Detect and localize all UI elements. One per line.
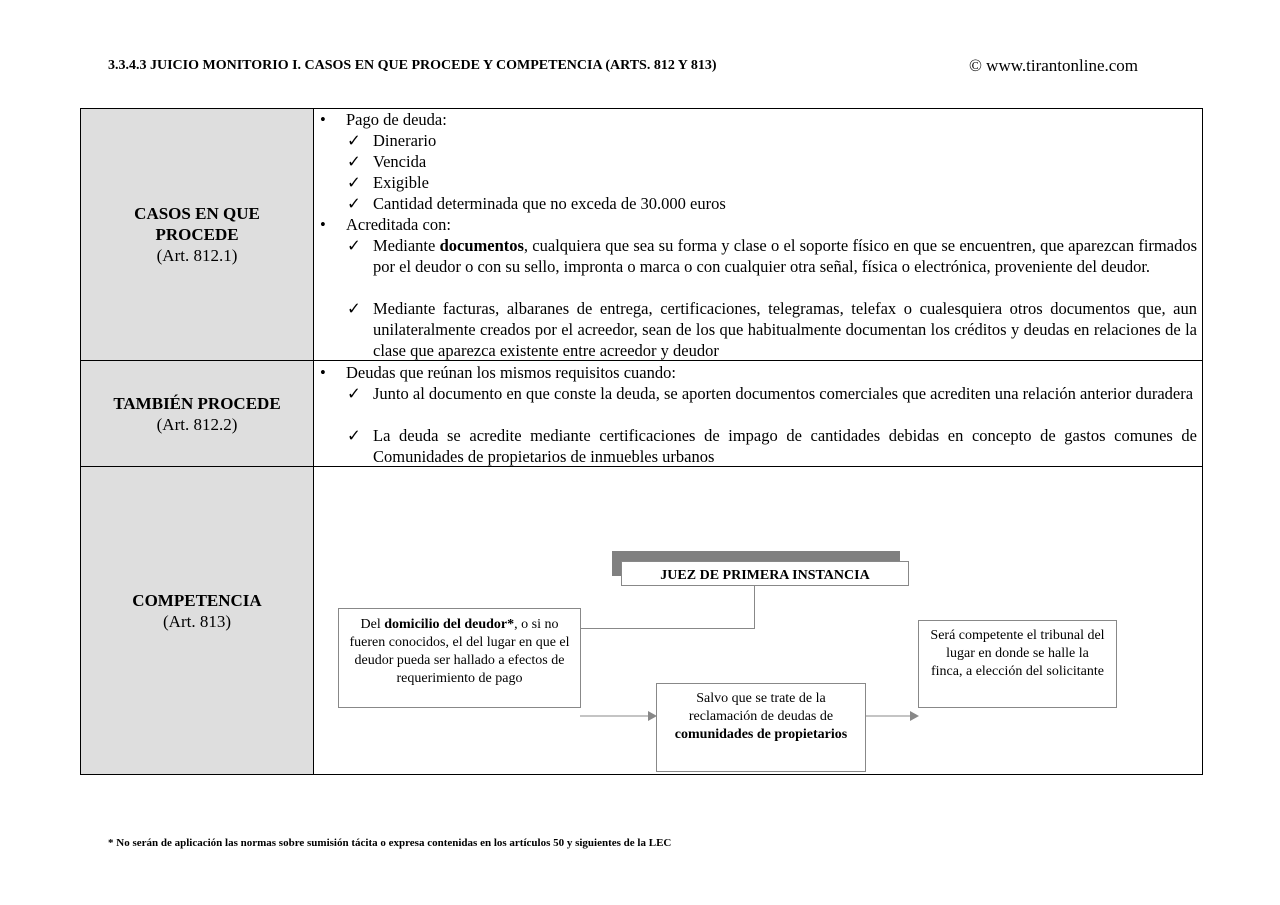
- footnote: * No serán de aplicación las normas sobre sumisión tácita o expresa contenidas en los artículos 50 y siguientes de la LEC: [108, 837, 672, 849]
- check-icon: ✓: [347, 299, 361, 318]
- list-item: Dinerario: [373, 131, 437, 150]
- bold-text: documentos: [439, 236, 524, 255]
- row-heading: CASOS EN QUE PROCEDE: [134, 204, 260, 244]
- finca-box: Será competente el tribunal del lugar en donde se halle la finca, a elección del solicitante: [918, 620, 1117, 708]
- list-item: La deuda se acredite mediante certificaciones de impago de cantidades debidas en concepto de gastos comunes de Comunidades de propietarios de inmuebles urbanos: [373, 426, 1197, 466]
- list-item: Mediante facturas, albaranes de entrega, certificaciones, telegramas, telefax o cualesquiera otros documentos que, aun unilateralmente creados por el acreedor, sean de los que habitualmente documentan los créditos y deudas en relaciones de la clase que aparezca existente entre acreedor y deudor: [373, 299, 1197, 360]
- row-article: (Art. 813): [163, 611, 231, 631]
- juez-box: JUEZ DE PRIMERA INSTANCIA: [621, 561, 909, 586]
- list-item: Pago de deuda:: [346, 110, 447, 129]
- page-title: 3.3.4.3 JUICIO MONITORIO I. CASOS EN QUE PROCEDE Y COMPETENCIA (ARTS. 812 Y 813): [108, 58, 717, 73]
- row-heading: TAMBIÉN PROCEDE: [113, 393, 281, 413]
- text: , o si no fueren conocidos, el del lugar en que el deudor pueda ser hallado a efectos de requerimiento de pago: [349, 617, 570, 686]
- check-icon: ✓: [347, 426, 361, 445]
- text: , cualquiera que sea su forma y clase o el soporte físico en que se encuentren, que aparezcan firmados por el deudor o con su sello, impronta o marca o con cualquier otra señal, física o electrónica, proveniente del deudor.: [373, 236, 1197, 276]
- copyright-site: © www.tirantonline.com: [969, 56, 1139, 75]
- check-icon: ✓: [347, 236, 361, 255]
- list-item: Exigible: [373, 173, 429, 192]
- bold-text: comunidades de propietarios: [674, 727, 848, 742]
- arrow-icon: [580, 711, 657, 721]
- check-icon: ✓: [347, 131, 361, 150]
- text: Mediante: [373, 236, 440, 255]
- row-article: (Art. 812.1): [156, 246, 238, 265]
- list-item: Vencida: [373, 152, 427, 171]
- check-icon: ✓: [347, 384, 361, 403]
- row-article: (Art. 812.2): [156, 414, 238, 434]
- list-item: Acreditada con:: [346, 215, 451, 234]
- row-heading: COMPETENCIA: [132, 590, 262, 610]
- text: Del: [360, 617, 385, 632]
- check-icon: ✓: [347, 194, 361, 213]
- list-item: Junto al documento en que conste la deuda, se aporten documentos comerciales que acrediten una relación anterior duradera: [373, 384, 1194, 403]
- bold-text: domicilio del deudor*: [384, 617, 515, 632]
- bullet-icon: •: [320, 110, 326, 129]
- list-item: Deudas que reúnan los mismos requisitos cuando:: [346, 363, 676, 382]
- text: Salvo que se trate de la reclamación de deudas de: [688, 691, 834, 724]
- bullet-icon: •: [320, 215, 326, 234]
- check-icon: ✓: [347, 173, 361, 192]
- check-icon: ✓: [347, 152, 361, 171]
- arrow-icon: [866, 711, 919, 721]
- list-item: Cantidad determinada que no exceda de 30.000 euros: [373, 194, 726, 213]
- bullet-icon: •: [320, 363, 326, 382]
